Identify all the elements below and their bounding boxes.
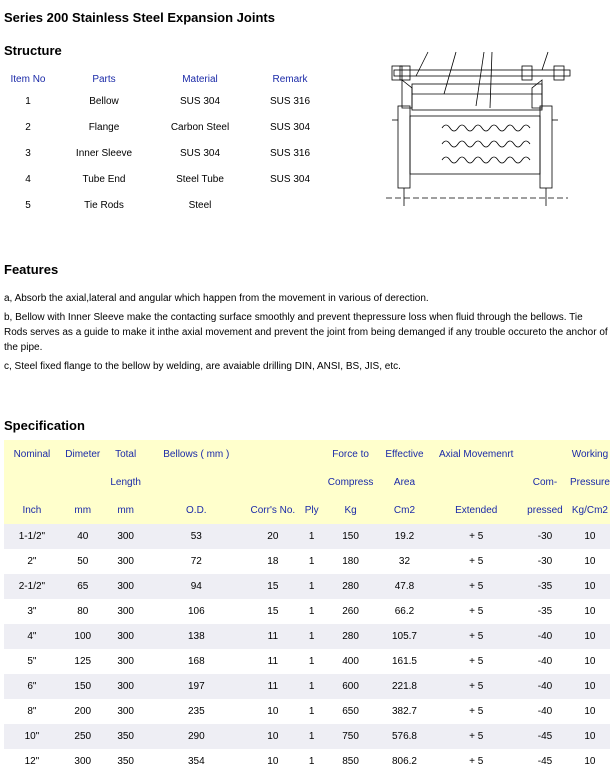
cell-working-pressure: 10 — [570, 599, 610, 624]
cell-ply: 1 — [299, 574, 325, 599]
cell-force-kg: 180 — [325, 549, 377, 574]
cell-od: 53 — [146, 524, 247, 549]
cell-force-kg: 260 — [325, 599, 377, 624]
cell-od: 290 — [146, 724, 247, 749]
cell-inch: 6" — [4, 674, 60, 699]
hdr-compress: Compress — [325, 468, 377, 496]
cell-ply: 1 — [299, 749, 325, 774]
cell-area-cm2: 161.5 — [377, 649, 433, 674]
cell-area-cm2: 19.2 — [377, 524, 433, 549]
cell-corrs-no: 10 — [247, 749, 299, 774]
cell-extended: + 5 — [432, 649, 520, 674]
specification-table — [4, 440, 610, 774]
cell-dimeter-mm: 300 — [60, 749, 106, 774]
cell-ply: 1 — [299, 674, 325, 699]
structure-heading: Structure — [4, 43, 62, 58]
hdr-corrs: Corr's No. — [247, 496, 299, 524]
hdr-inch: Inch — [4, 496, 60, 524]
part: Inner Sleeve — [75, 147, 133, 159]
cell-od: 94 — [146, 574, 247, 599]
cell-extended: + 5 — [432, 574, 520, 599]
remark: SUS 304 — [269, 173, 311, 185]
cell-area-cm2: 806.2 — [377, 749, 433, 774]
cell-inch: 1-1/2" — [4, 524, 60, 549]
cell-extended: + 5 — [432, 724, 520, 749]
cell-force-kg: 280 — [325, 624, 377, 649]
structure-row — [0, 192, 332, 218]
cell-corrs-no: 20 — [247, 524, 299, 549]
item-no: 2 — [25, 121, 31, 133]
remark: SUS 304 — [269, 121, 311, 133]
cell-force-kg: 150 — [325, 524, 377, 549]
cell-area-cm2: 47.8 — [377, 574, 433, 599]
header-parts: Parts — [92, 73, 116, 85]
hdr-working: Working — [570, 440, 610, 468]
cell-inch: 4" — [4, 624, 60, 649]
spec-header-row-2 — [4, 468, 610, 496]
cell-dimeter-mm: 150 — [60, 674, 106, 699]
cell-dimeter-mm: 200 — [60, 699, 106, 724]
hdr-od: O.D. — [146, 496, 247, 524]
cell-dimeter-mm: 80 — [60, 599, 106, 624]
cell-ply: 1 — [299, 699, 325, 724]
table-row — [4, 574, 610, 599]
cell-total-length: 300 — [106, 574, 146, 599]
features-heading: Features — [4, 262, 59, 277]
cell-area-cm2: 105.7 — [377, 624, 433, 649]
cell-corrs-no: 10 — [247, 699, 299, 724]
hdr-effective: Effective — [377, 440, 433, 468]
feature-b: b, Bellow with Inner Sleeve make the contacting surface smoothly and prevent thepressure loss when fluid through the bellows. Tie Rods serves as a guide to make it inthe axial movement and prevent the joint from being demanged if any trouble occureto the anchor of the pipe. — [4, 312, 608, 353]
hdr-axial: Axial Movemenrt — [432, 440, 520, 468]
cell-total-length: 300 — [106, 549, 146, 574]
part: Bellow — [89, 95, 119, 107]
cell-compressed: -30 — [520, 524, 570, 549]
cell-compressed: -45 — [520, 724, 570, 749]
cell-area-cm2: 66.2 — [377, 599, 433, 624]
cell-total-length: 300 — [106, 599, 146, 624]
cell-inch: 8" — [4, 699, 60, 724]
table-row — [4, 549, 610, 574]
cell-dimeter-mm: 250 — [60, 724, 106, 749]
cell-inch: 2-1/2" — [4, 574, 60, 599]
hdr-force-to: Force to — [325, 440, 377, 468]
cell-ply: 1 — [299, 624, 325, 649]
table-row — [4, 649, 610, 674]
cell-working-pressure: 10 — [570, 574, 610, 599]
material: SUS 304 — [179, 147, 221, 159]
specification-heading: Specification — [4, 418, 85, 433]
cell-area-cm2: 32 — [377, 549, 433, 574]
cell-ply: 1 — [299, 599, 325, 624]
hdr-pressure: Pressure — [570, 468, 610, 496]
item-no: 1 — [25, 95, 31, 107]
cell-extended: + 5 — [432, 549, 520, 574]
cell-total-length: 300 — [106, 699, 146, 724]
table-row — [4, 699, 610, 724]
cell-working-pressure: 10 — [570, 649, 610, 674]
cell-working-pressure: 10 — [570, 699, 610, 724]
cell-dimeter-mm: 50 — [60, 549, 106, 574]
cell-total-length: 300 — [106, 524, 146, 549]
cell-working-pressure: 10 — [570, 624, 610, 649]
hdr-com: Com- — [520, 468, 570, 496]
cell-working-pressure: 10 — [570, 724, 610, 749]
cell-inch: 2" — [4, 549, 60, 574]
table-row — [4, 624, 610, 649]
cell-od: 138 — [146, 624, 247, 649]
cell-extended: + 5 — [432, 624, 520, 649]
expansion-joint-drawing — [372, 48, 582, 210]
hdr-dimeter: Dimeter — [60, 440, 106, 468]
cell-od: 72 — [146, 549, 247, 574]
cell-corrs-no: 18 — [247, 549, 299, 574]
cell-ply: 1 — [299, 649, 325, 674]
spec-header-row-3 — [4, 496, 610, 524]
cell-extended: + 5 — [432, 599, 520, 624]
hdr-area: Area — [377, 468, 433, 496]
cell-extended: + 5 — [432, 524, 520, 549]
cell-total-length: 350 — [106, 724, 146, 749]
material: SUS 304 — [179, 95, 221, 107]
structure-row — [0, 140, 332, 166]
cell-ply: 1 — [299, 549, 325, 574]
cell-compressed: -35 — [520, 599, 570, 624]
hdr-pressed: pressed — [520, 496, 570, 524]
item-no: 3 — [25, 147, 31, 159]
item-no: 4 — [25, 173, 31, 185]
cell-compressed: -30 — [520, 549, 570, 574]
cell-compressed: -40 — [520, 649, 570, 674]
cell-compressed: -40 — [520, 624, 570, 649]
structure-header-row — [0, 70, 332, 88]
cell-corrs-no: 11 — [247, 624, 299, 649]
cell-od: 106 — [146, 599, 247, 624]
cell-force-kg: 600 — [325, 674, 377, 699]
remark: SUS 316 — [269, 95, 311, 107]
cell-area-cm2: 576.8 — [377, 724, 433, 749]
cell-working-pressure: 10 — [570, 549, 610, 574]
page-title: Series 200 Stainless Steel Expansion Joints — [4, 10, 275, 25]
cell-force-kg: 850 — [325, 749, 377, 774]
cell-area-cm2: 221.8 — [377, 674, 433, 699]
cell-ply: 1 — [299, 724, 325, 749]
cell-total-length: 300 — [106, 649, 146, 674]
cell-total-length: 300 — [106, 624, 146, 649]
hdr-bellows: Bellows ( mm ) — [146, 440, 247, 468]
cell-od: 168 — [146, 649, 247, 674]
table-row — [4, 599, 610, 624]
header-remark: Remark — [272, 73, 308, 85]
cell-force-kg: 400 — [325, 649, 377, 674]
cell-inch: 3" — [4, 599, 60, 624]
cell-inch: 10" — [4, 724, 60, 749]
header-material: Material — [182, 73, 218, 85]
part: Tie Rods — [84, 199, 124, 211]
cell-compressed: -45 — [520, 749, 570, 774]
cell-compressed: -35 — [520, 574, 570, 599]
material: Carbon Steel — [170, 121, 230, 133]
hdr-ply: Ply — [299, 496, 325, 524]
table-row — [4, 724, 610, 749]
hdr-nominal: Nominal — [4, 440, 60, 468]
cell-dimeter-mm: 65 — [60, 574, 106, 599]
hdr-kgcm2: Kg/Cm2 — [570, 496, 610, 524]
cell-dimeter-mm: 100 — [60, 624, 106, 649]
cell-force-kg: 750 — [325, 724, 377, 749]
hdr-kg: Kg — [325, 496, 377, 524]
structure-row — [0, 166, 332, 192]
item-no: 5 — [25, 199, 31, 211]
cell-working-pressure: 10 — [570, 749, 610, 774]
cell-dimeter-mm: 125 — [60, 649, 106, 674]
cell-dimeter-mm: 40 — [60, 524, 106, 549]
cell-force-kg: 650 — [325, 699, 377, 724]
cell-corrs-no: 15 — [247, 574, 299, 599]
cell-inch: 12" — [4, 749, 60, 774]
cell-extended: + 5 — [432, 674, 520, 699]
feature-c: c, Steel fixed flange to the bellow by welding, are avaiable drilling DIN, ANSI, BS, JIS, etc. — [4, 361, 401, 372]
table-row — [4, 674, 610, 699]
structure-row — [0, 88, 332, 114]
cell-od: 354 — [146, 749, 247, 774]
hdr-total: Total — [106, 440, 146, 468]
cell-total-length: 350 — [106, 749, 146, 774]
cell-total-length: 300 — [106, 674, 146, 699]
cell-extended: + 5 — [432, 749, 520, 774]
cell-corrs-no: 10 — [247, 724, 299, 749]
remark: SUS 316 — [269, 147, 311, 159]
remark — [248, 192, 332, 218]
cell-ply: 1 — [299, 524, 325, 549]
header-item-no: Item No — [10, 73, 46, 85]
cell-od: 197 — [146, 674, 247, 699]
cell-inch: 5" — [4, 649, 60, 674]
cell-area-cm2: 382.7 — [377, 699, 433, 724]
cell-compressed: -40 — [520, 699, 570, 724]
material: Steel — [188, 199, 212, 211]
cell-working-pressure: 10 — [570, 524, 610, 549]
hdr-length: Length — [106, 468, 146, 496]
cell-force-kg: 280 — [325, 574, 377, 599]
structure-table — [0, 70, 332, 218]
material: Steel Tube — [176, 173, 224, 185]
cell-corrs-no: 11 — [247, 674, 299, 699]
cell-compressed: -40 — [520, 674, 570, 699]
hdr-cm2: Cm2 — [377, 496, 433, 524]
hdr-mm-1: mm — [60, 496, 106, 524]
table-row — [4, 524, 610, 549]
hdr-mm-2: mm — [106, 496, 146, 524]
cell-od: 235 — [146, 699, 247, 724]
hdr-extended: Extended — [432, 496, 520, 524]
cell-working-pressure: 10 — [570, 674, 610, 699]
part: Flange — [88, 121, 120, 133]
cell-corrs-no: 15 — [247, 599, 299, 624]
part: Tube End — [82, 173, 126, 185]
cell-extended: + 5 — [432, 699, 520, 724]
cell-corrs-no: 11 — [247, 649, 299, 674]
feature-a: a, Absorb the axial,lateral and angular which happen from the movement in various of derection. — [4, 293, 429, 304]
table-row — [4, 749, 610, 774]
spec-header-row-1 — [4, 440, 610, 468]
structure-row — [0, 114, 332, 140]
